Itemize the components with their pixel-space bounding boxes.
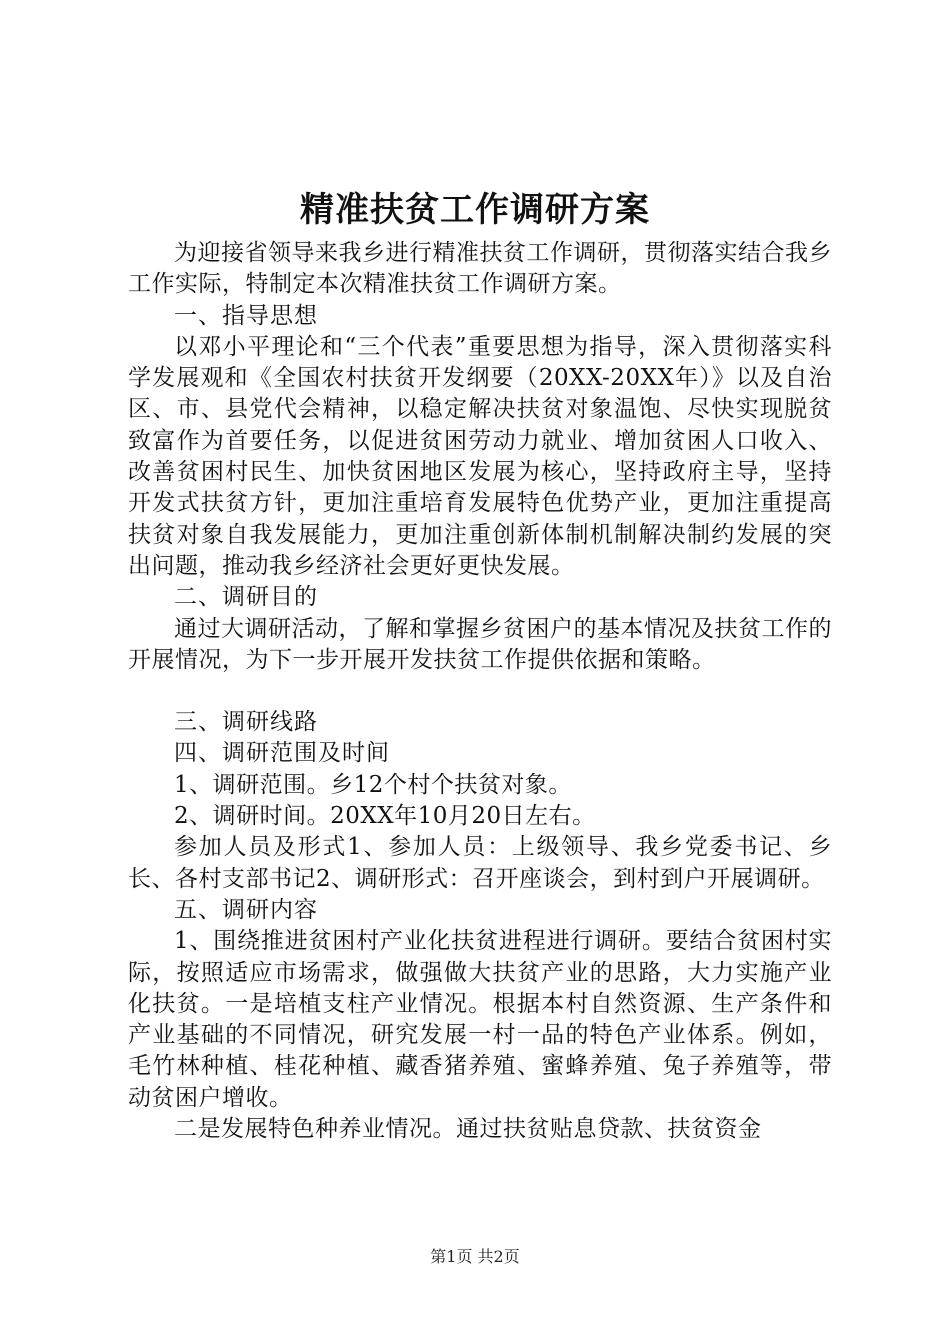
time-paragraph: 2、调研时间。20XX年10月20日左右。 [174,803,596,830]
page-number-footer: 第1页 共2页 [430,1247,520,1266]
section-heading-4: 四、调研范围及时间 [174,740,390,767]
content-paragraph-1: 1、围绕推进贫困村产业化扶贫进程进行调研。要结合贫困村实际，按照适应市场需求，做强做大扶贫产业的思路，大力实施产业化扶贫。一是培植支柱产业情况。根据本村自然资源、生产条件和产业基础的不同情况，研究发展一村一品的特色产业体系。例如，毛竹林种植、桂花种植、藏香猪养殖、蜜蜂养殖、兔子养殖等，带动贫困户增收。 [128,928,832,1111]
section-heading-5: 五、调研内容 [174,896,318,923]
document-body [128,238,832,1145]
blank-line [128,676,832,707]
section-heading-1: 一、指导思想 [174,302,318,329]
scope-paragraph: 1、调研范围。乡12个村个扶贫对象。 [174,771,572,798]
section-heading-3: 三、调研线路 [174,709,318,736]
guiding-ideology-paragraph: 以邓小平理论和“三个代表”重要思想为指导，深入贯彻落实科学发展观和《全国农村扶贫开发纲要（20XX-20XX年）》以及自治区、市、县党代会精神，以稳定解决扶贫对象温饱、尽快实现脱贫致富作为首要任务，以促进贫困劳动力就业、增加贫困人口收入、改善贫困村民生、加快贫困地区发展为核心，坚持政府主导，坚持开发式扶贫方针，更加注重培育发展特色优势产业，更加注重提高扶贫对象自我发展能力，更加注重创新体制机制解决制约发展的突出问题，推动我乡经济社会更好更快发展。 [128,333,832,579]
document-title: 精准扶贫工作调研方案 [300,190,650,230]
research-purpose-paragraph: 通过大调研活动，了解和掌握乡贫困户的基本情况及扶贫工作的开展情况，为下一步开展开发扶贫工作提供依据和策略。 [128,615,832,673]
content-paragraph-2: 二是发展特色种养业情况。通过扶贫贴息贷款、扶贫资金 [174,1116,762,1143]
intro-paragraph: 为迎接省领导来我乡进行精准扶贫工作调研，贯彻落实结合我乡工作实际，特制定本次精准扶贫工作调研方案。 [128,240,832,298]
participants-paragraph: 参加人员及形式1、参加人员：上级领导、我乡党委书记、乡长、各村支部书记2、调研形式：召开座谈会，到村到户开展调研。 [128,834,832,892]
section-heading-2: 二、调研目的 [174,584,318,611]
